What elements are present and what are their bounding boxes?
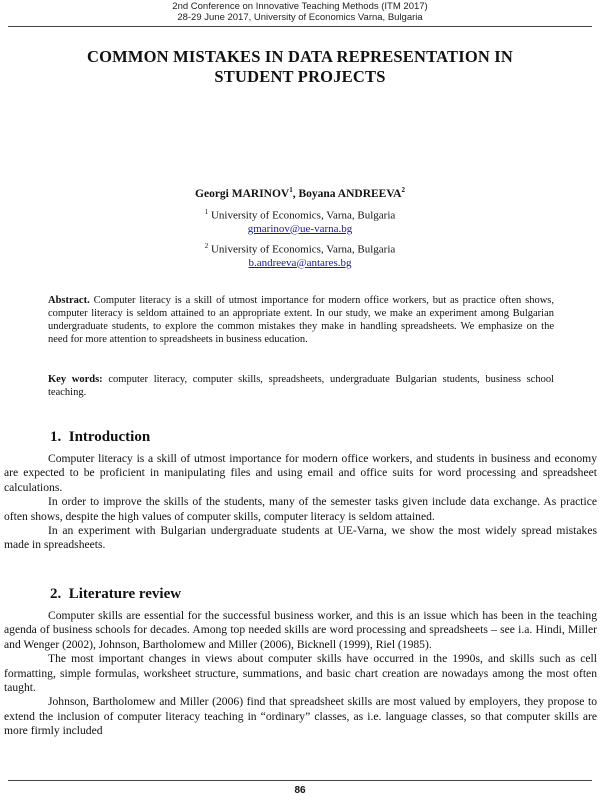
affiliation-1-email-link[interactable]: gmarinov@ue-varna.bg bbox=[247, 222, 353, 235]
section-1-title: Introduction bbox=[68, 429, 151, 445]
literature-paragraph: Computer skills are essential for the successful business worker, and this is an issue which has been in the teaching agenda of business schools for decades. Among top needed skills are word processing and spreadsheets – see i.a. Hindi, Miller and Wenger (2002), Johnson, Bartholomew and Miller (2006), Bicknell (1999), Riel (1985). bbox=[4, 609, 597, 651]
introduction-body bbox=[4, 452, 597, 553]
section-2-number: 2. bbox=[50, 586, 62, 602]
affiliation-2 bbox=[0, 240, 600, 270]
author-separator: , bbox=[292, 187, 299, 200]
introduction-paragraph: Computer literacy is a skill of utmost importance for modern office workers, and students in business and economy are expected to be proficient in manipulating files and using email and office suits for word processing and spreadsheet calculations. bbox=[4, 452, 597, 494]
affiliation-2-marker: 2 bbox=[204, 242, 209, 250]
author-1-name: Georgi MARINOV bbox=[195, 187, 290, 200]
paper-title bbox=[0, 47, 600, 87]
affiliation-1-marker: 1 bbox=[204, 208, 209, 216]
keywords-text: computer literacy, computer skills, spreadsheets, undergraduate Bulgarian students, business school teaching. bbox=[48, 374, 555, 398]
literature-paragraph: The most important changes in views about computer skills have occurred in the 1990s, and skills such as cell formatting, simple formulas, worksheet structure, summations, and basic chart creation are nowadays among the most often taught. bbox=[4, 652, 597, 695]
section-2-title: Literature review bbox=[68, 586, 182, 602]
author-2-name: Boyana ANDREEVA bbox=[298, 187, 402, 200]
paper-title-line2: STUDENT PROJECTS bbox=[214, 67, 386, 86]
abstract bbox=[48, 294, 554, 346]
literature-paragraph: Johnson, Bartholomew and Miller (2006) find that spreadsheet skills are most valued by employers, they propose to extend the inclusion of computer literacy teaching in “ordinary” classes, as i.e. language classes, so that computer skills are more firmly included bbox=[4, 695, 597, 738]
paper-title-line1: COMMON MISTAKES IN DATA REPRESENTATION IN bbox=[86, 47, 514, 66]
abstract-text: Computer literacy is a skill of utmost importance for modern office workers, but as practice often shows, computer literacy is seldom attained to an appropriate extent. In our study, we make an experiment among Bulgarian undergraduate students, to explore the common mistakes they make in handling spreadsheets. We emphasize on the need for more attention to spreadsheets in business education. bbox=[48, 295, 554, 345]
author-1-marker: 1 bbox=[289, 186, 293, 194]
affiliation-1-org: University of Economics, Varna, Bulgaria bbox=[210, 209, 396, 222]
section-heading-introduction bbox=[50, 428, 150, 446]
introduction-paragraph: In an experiment with Bulgarian undergraduate students at UE-Varna, we show the most widely spread mistakes made in spreadsheets. bbox=[4, 524, 597, 552]
author-2-marker: 2 bbox=[401, 186, 405, 194]
conference-header bbox=[0, 1, 600, 23]
author-list bbox=[0, 183, 600, 201]
section-heading-literature-review bbox=[50, 585, 181, 603]
page-number: 86 bbox=[294, 785, 306, 796]
introduction-paragraph: In order to improve the skills of the students, many of the semester tasks given include data exchange. As practice often shows, despite the high values of computer skills, computer literacy is seldom attained. bbox=[4, 495, 597, 523]
conference-header-line2: 28-29 June 2017, University of Economics Varna, Bulgaria bbox=[177, 12, 423, 23]
conference-header-line1: 2nd Conference on Innovative Teaching Methods (ITM 2017) bbox=[172, 1, 428, 12]
section-1-number: 1. bbox=[50, 429, 62, 445]
affiliation-2-org: University of Economics, Varna, Bulgaria bbox=[210, 243, 396, 256]
abstract-label: Abstract. bbox=[48, 295, 90, 306]
literature-review-body bbox=[4, 609, 597, 739]
header-divider bbox=[8, 26, 592, 27]
affiliation-2-email-link[interactable]: b.andreeva@antares.bg bbox=[248, 256, 352, 269]
keywords bbox=[48, 373, 554, 399]
keywords-label: Key words: bbox=[48, 374, 103, 385]
affiliation-1 bbox=[0, 206, 600, 236]
footer-divider bbox=[8, 780, 592, 781]
